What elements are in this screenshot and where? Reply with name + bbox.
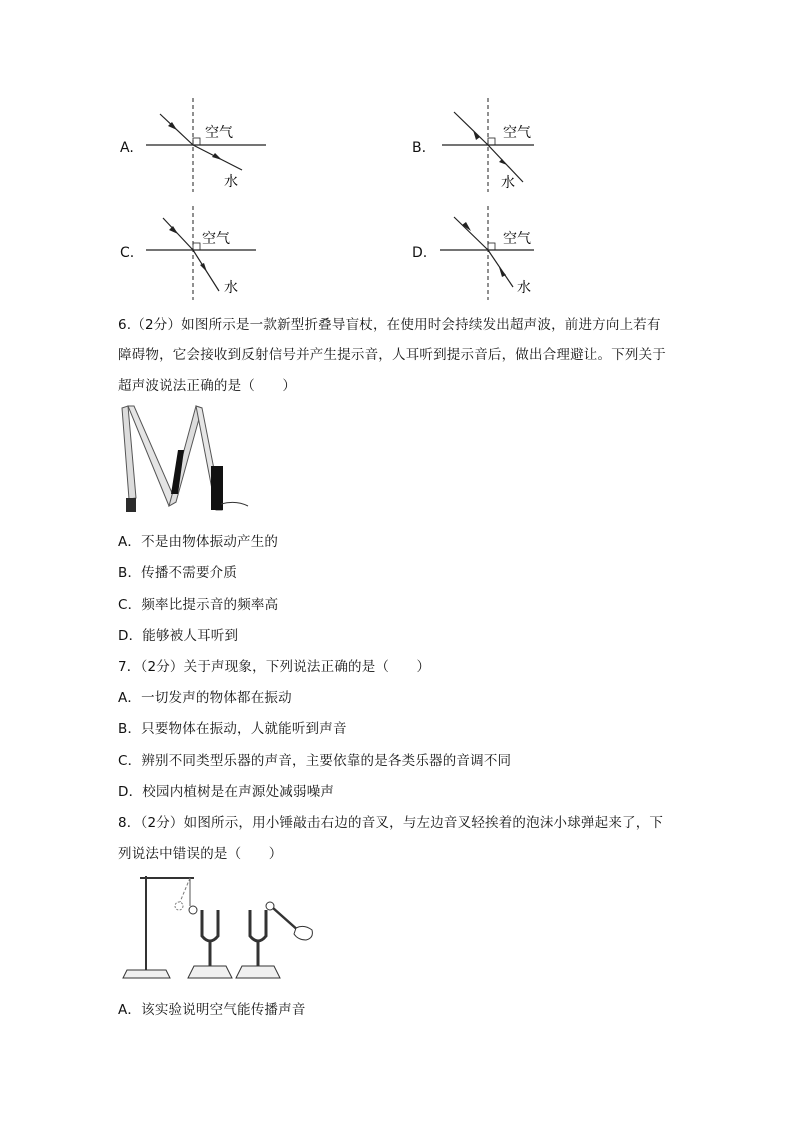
- option-label: D.: [412, 245, 428, 261]
- folding-cane-image: [118, 402, 254, 514]
- option-c-diagram[interactable]: [118, 203, 358, 303]
- q7-option-c[interactable]: C．辨别不同类型乐器的声音，主要依靠的是各类乐器的音调不同: [118, 753, 512, 769]
- option-label: C.: [120, 245, 135, 261]
- option-b-diagram[interactable]: [410, 95, 650, 195]
- q6-stem-line2: 障碍物，它会接收到反射信号并产生提示音，人耳听到提示音后，做出合理避让。下列关于: [118, 347, 666, 363]
- q6-option-d[interactable]: D．能够被人耳听到: [118, 628, 239, 644]
- air-label: 空气: [503, 231, 531, 247]
- air-label: 空气: [205, 125, 233, 141]
- refraction-diagram-a: [118, 95, 358, 195]
- refraction-diagram-d: [410, 203, 650, 303]
- q7-option-b[interactable]: B．只要物体在振动，人就能听到声音: [118, 721, 347, 737]
- tuning-fork-experiment-image: [118, 866, 318, 984]
- q6-stem-line3: 超声波说法正确的是（ ）: [118, 378, 297, 394]
- option-label: A.: [120, 140, 134, 156]
- refraction-diagram-c: [118, 203, 358, 303]
- option-a-diagram[interactable]: [118, 95, 358, 195]
- option-d-diagram[interactable]: [410, 203, 650, 303]
- refraction-diagram-b: [410, 95, 650, 195]
- q7-stem: 7．（2分）关于声现象，下列说法正确的是（ ）: [118, 659, 431, 675]
- q7-option-d[interactable]: D．校园内植树是在声源处减弱噪声: [118, 784, 335, 800]
- q6-option-b[interactable]: B．传播不需要介质: [118, 565, 238, 581]
- q8-option-a[interactable]: A．该实验说明空气能传播声音: [118, 1002, 306, 1018]
- option-label: B.: [412, 140, 427, 156]
- q6-option-c[interactable]: C．频率比提示音的频率高: [118, 597, 279, 613]
- water-label: 水: [517, 280, 531, 296]
- water-label: 水: [501, 175, 515, 191]
- air-label: 空气: [503, 125, 531, 141]
- q8-stem-line1: 8．（2分）如图所示，用小锤敲击右边的音叉，与左边音叉轻挨着的泡沫小球弹起来了，下: [118, 815, 664, 831]
- q6-option-a[interactable]: A．不是由物体振动产生的: [118, 534, 279, 550]
- water-label: 水: [224, 280, 238, 296]
- air-label: 空气: [202, 231, 230, 247]
- q6-stem-line1: 6.（2分）如图所示是一款新型折叠导盲杖，在使用时会持续发出超声波，前进方向上若有: [118, 317, 661, 333]
- q8-stem-line2: 列说法中错误的是（ ）: [118, 846, 283, 862]
- water-label: 水: [224, 174, 238, 190]
- q7-option-a[interactable]: A．一切发声的物体都在振动: [118, 690, 292, 706]
